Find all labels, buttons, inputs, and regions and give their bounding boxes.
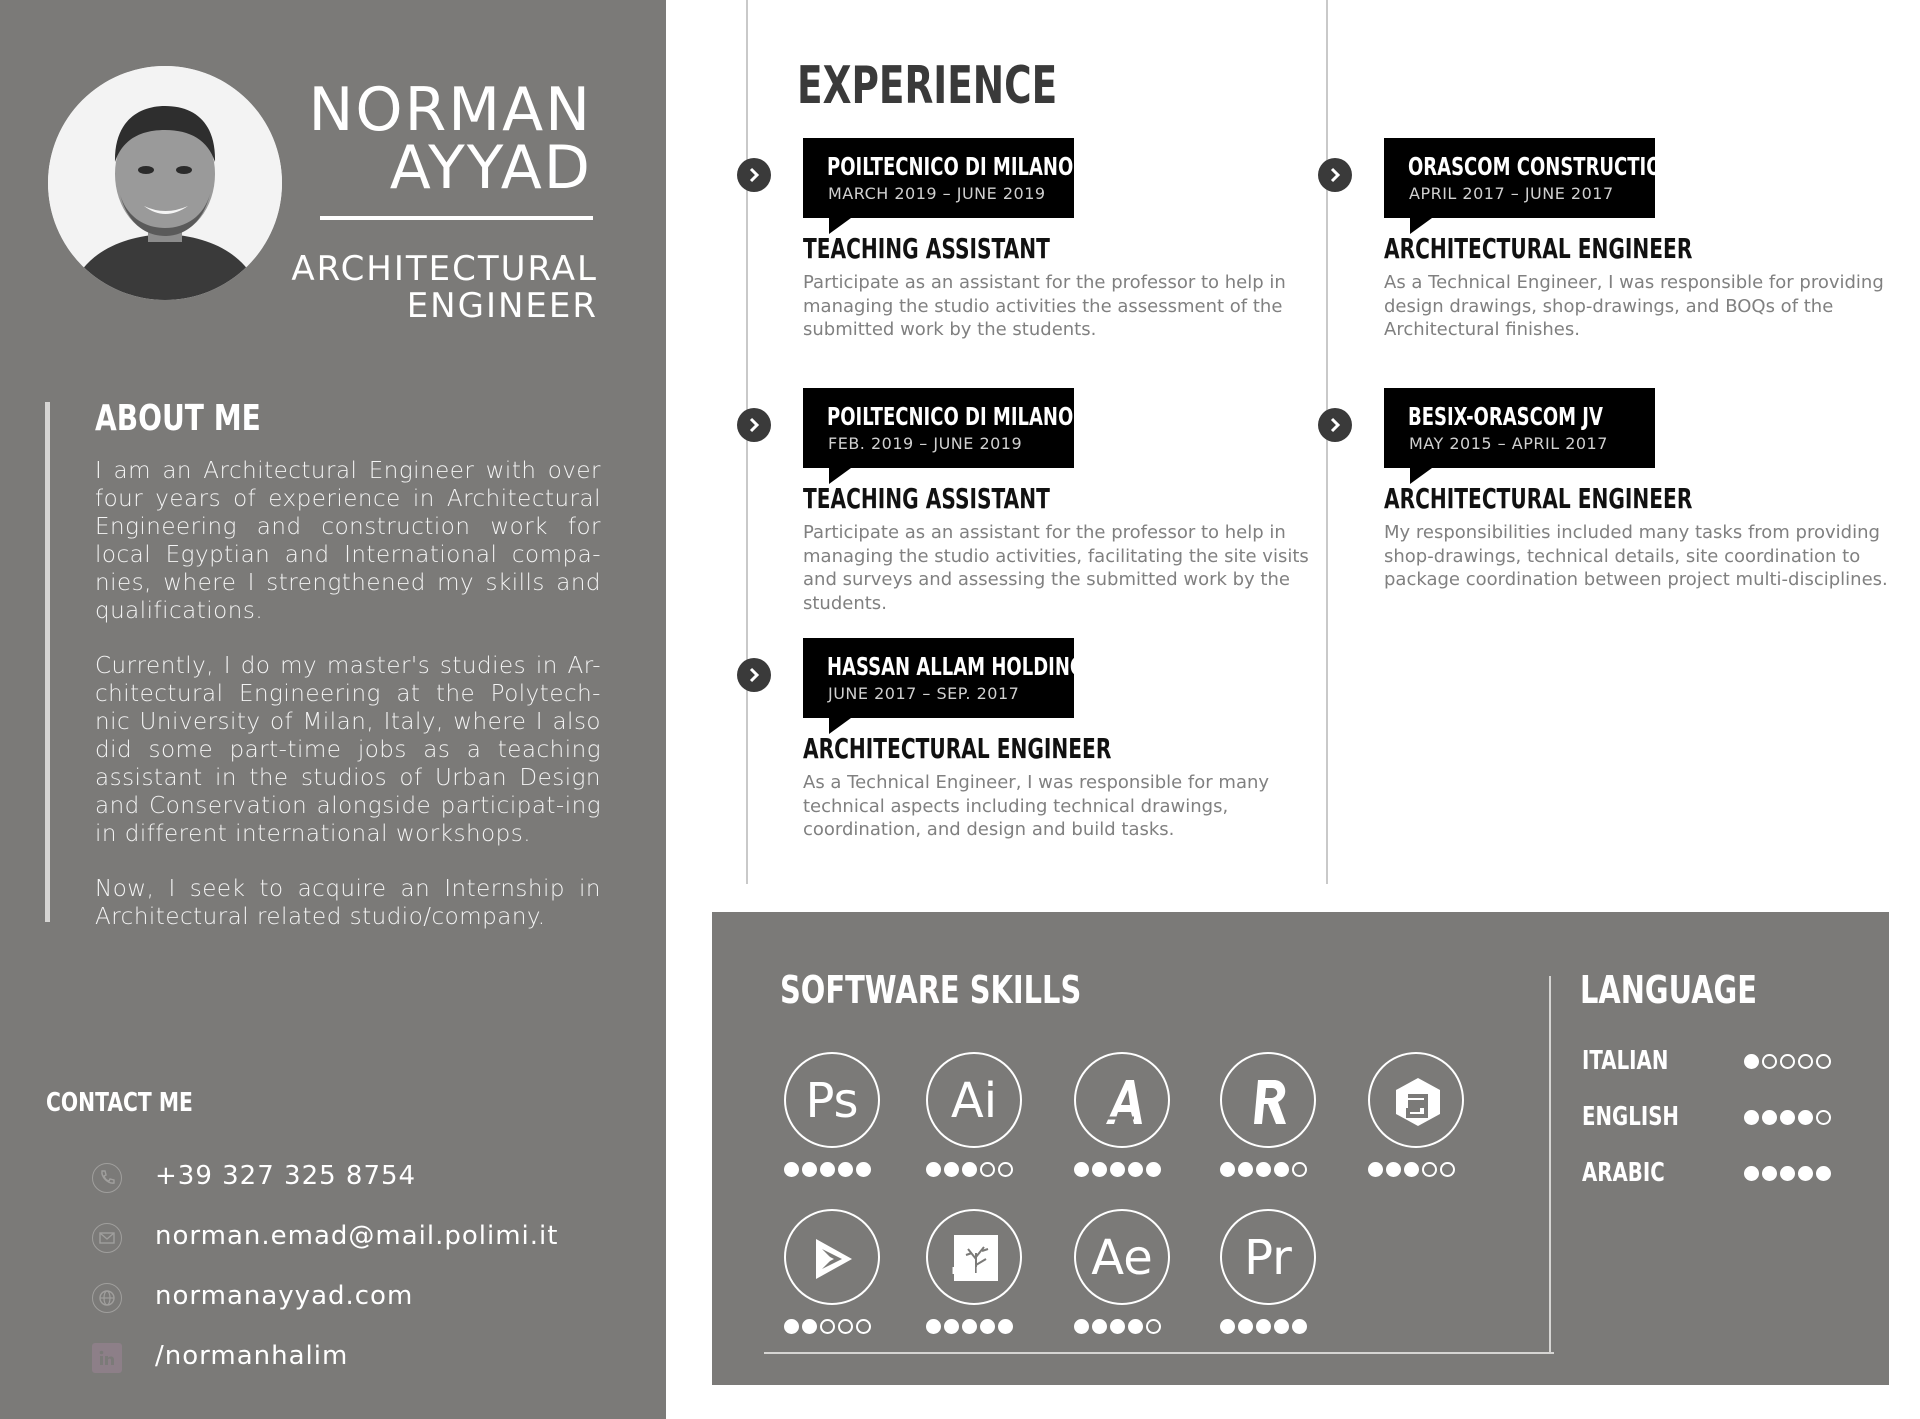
rating-dot-filled xyxy=(962,1162,977,1177)
rating-dot-empty xyxy=(998,1162,1013,1177)
rating-dot-filled xyxy=(1274,1162,1289,1177)
rating-dot-filled xyxy=(1256,1162,1271,1177)
rating-dot-empty xyxy=(1292,1162,1307,1177)
company-tag xyxy=(1384,138,1677,218)
rating-dot-filled xyxy=(980,1319,995,1334)
profile-photo xyxy=(48,66,282,300)
language-rating xyxy=(1744,1110,1831,1125)
rating-dot-filled xyxy=(1110,1319,1125,1334)
role-description: As a Technical Engineer, I was responsible for many technical aspects including technical drawings, coordination, and design and build tasks. xyxy=(803,772,1270,840)
timeline-line-left xyxy=(746,0,748,884)
rating-dot-filled xyxy=(1238,1319,1253,1334)
rating-dot-filled xyxy=(1798,1110,1813,1125)
software-skill xyxy=(784,1052,884,1192)
role-description: Participate as an assistant for the professor to help in managing the studio activities the assessment of the submitted work by the students. xyxy=(803,272,1286,340)
skills-divider-vertical xyxy=(1549,976,1551,1354)
rating-dot-filled xyxy=(1074,1319,1089,1334)
rating-dot-empty xyxy=(1146,1319,1161,1334)
rating-dot-empty xyxy=(856,1319,871,1334)
role-description: My responsibilities included many tasks from providing shop-drawings, technical details, site coordination to package coordination between project multi-disciplines. xyxy=(1384,522,1888,590)
chevron-right-icon xyxy=(737,408,771,442)
rating-dot-filled xyxy=(820,1162,835,1177)
linkedin-link[interactable]: /normanhalim xyxy=(155,1341,349,1371)
rating-dot-filled xyxy=(926,1162,941,1177)
rating-dot-filled xyxy=(1780,1166,1795,1181)
rating-dot-filled xyxy=(1146,1162,1161,1177)
role-title: TEACHING ASSISTANT xyxy=(803,482,1050,515)
rating-dot-filled xyxy=(856,1162,871,1177)
rating-dot-empty xyxy=(820,1319,835,1334)
phone-icon xyxy=(92,1163,122,1193)
rating-dot-filled xyxy=(1074,1162,1089,1177)
employment-dates: JUNE 2017 – SEP. 2017 xyxy=(828,684,1020,703)
last-name: AYYAD xyxy=(389,133,592,203)
website-link[interactable]: normanayyad.com xyxy=(155,1281,414,1311)
rating-dot-filled xyxy=(944,1319,959,1334)
premiere-icon: Pr xyxy=(1220,1209,1316,1305)
skill-rating xyxy=(784,1162,871,1177)
role-description: As a Technical Engineer, I was responsible for providing design drawings, shop-drawings, and BOQs of the Architectural finishes. xyxy=(1384,272,1884,340)
skill-rating xyxy=(1220,1319,1307,1334)
role-title: ARCHITECTURAL ENGINEER xyxy=(1384,482,1693,515)
language-rating xyxy=(1744,1054,1831,1069)
rating-dot-filled xyxy=(1220,1162,1235,1177)
rating-dot-empty xyxy=(1422,1162,1437,1177)
software-skill xyxy=(1220,1052,1320,1192)
rating-dot-filled xyxy=(1128,1162,1143,1177)
rating-dot-filled xyxy=(1092,1319,1107,1334)
about-paragraph: I am an Architectural Engineer with over four years of experience in Architectural Engineering and construction work for local Egyptian and International compa-nies, where I strengthened my skills and qualifications. xyxy=(95,458,601,624)
job-title-line2: ENGINEER xyxy=(406,286,598,326)
role-title: ARCHITECTURAL ENGINEER xyxy=(803,732,1112,765)
language-name: ITALIAN xyxy=(1582,1046,1669,1076)
chevron-right-icon xyxy=(1318,158,1352,192)
rating-dot-filled xyxy=(1404,1162,1419,1177)
rating-dot-filled xyxy=(1274,1319,1289,1334)
first-name: NORMAN xyxy=(308,75,592,145)
language-row xyxy=(1582,1044,1862,1080)
skill-rating xyxy=(784,1319,871,1334)
software-skill xyxy=(1074,1209,1174,1349)
rating-dot-filled xyxy=(1744,1110,1759,1125)
company-name: POILTECNICO DI MILANO xyxy=(827,152,1074,181)
rating-dot-filled xyxy=(1292,1319,1307,1334)
role-title: ARCHITECTURAL ENGINEER xyxy=(1384,232,1693,265)
rating-dot-empty xyxy=(1816,1110,1831,1125)
language-row xyxy=(1582,1100,1862,1136)
company-name: ORASCOM CONSTRUCTION xyxy=(1408,152,1677,181)
rating-dot-filled xyxy=(1816,1166,1831,1181)
rating-dot-filled xyxy=(998,1319,1013,1334)
skill-rating xyxy=(1074,1162,1161,1177)
experience-entry xyxy=(803,362,1323,614)
experience-entry xyxy=(1384,362,1904,602)
skill-rating xyxy=(926,1162,1013,1177)
language-rating xyxy=(1744,1166,1831,1181)
linkedin-icon xyxy=(92,1343,122,1373)
language-name: ARABIC xyxy=(1582,1158,1665,1188)
rating-dot-filled xyxy=(1762,1110,1777,1125)
rating-dot-filled xyxy=(802,1162,817,1177)
company-tag xyxy=(803,388,1074,468)
company-name: POILTECNICO DI MILANO xyxy=(827,402,1074,431)
rating-dot-filled xyxy=(962,1319,977,1334)
rating-dot-filled xyxy=(1220,1319,1235,1334)
company-tag xyxy=(803,638,1085,718)
skill-rating xyxy=(1074,1319,1161,1334)
software-skill xyxy=(1074,1052,1174,1192)
about-paragraph: Currently, I do my master's studies in Ar-chitectural Engineering at the Polytech-nic University of Milan, Italy, where I also did some part-time jobs as a teaching assistant in the studios of Urban Design and Conservation alongside participat-ing in different international workshops. xyxy=(95,653,601,847)
software-skills-heading: SOFTWARE SKILLS xyxy=(780,968,1082,1012)
rating-dot-filled xyxy=(784,1319,799,1334)
email-link[interactable]: norman.emad@mail.polimi.it xyxy=(155,1221,559,1251)
skill-rating xyxy=(1220,1162,1307,1177)
chevron-right-icon xyxy=(737,658,771,692)
rating-dot-filled xyxy=(1256,1319,1271,1334)
rating-dot-empty xyxy=(1440,1162,1455,1177)
experience-entry xyxy=(803,112,1323,352)
company-tag xyxy=(803,138,1074,218)
software-skill xyxy=(784,1209,884,1349)
skill-rating xyxy=(1368,1162,1455,1177)
job-title-line1: ARCHITECTURAL xyxy=(291,249,598,289)
rating-dot-empty xyxy=(1798,1054,1813,1069)
rating-dot-filled xyxy=(926,1319,941,1334)
rating-dot-filled xyxy=(944,1162,959,1177)
company-name: BESIX-ORASCOM JV xyxy=(1408,402,1603,431)
rating-dot-filled xyxy=(1744,1054,1759,1069)
rating-dot-filled xyxy=(1238,1162,1253,1177)
language-heading: LANGUAGE xyxy=(1580,968,1757,1012)
chevron-right-icon xyxy=(737,158,771,192)
sidebar xyxy=(0,0,666,1419)
rating-dot-filled xyxy=(784,1162,799,1177)
rating-dot-empty xyxy=(1816,1054,1831,1069)
autocad-icon xyxy=(1074,1052,1170,1148)
company-name: HASSAN ALLAM HOLDING xyxy=(827,652,1085,681)
rating-dot-filled xyxy=(1368,1162,1383,1177)
rating-dot-filled xyxy=(1762,1166,1777,1181)
software-skill xyxy=(1368,1052,1468,1192)
role-description: Participate as an assistant for the professor to help in managing the studio activities, facilitating the site visits and surveys and assessing the submitted work by the students. xyxy=(803,522,1309,614)
contact-heading: CONTACT ME xyxy=(46,1088,193,1118)
about-heading: ABOUT ME xyxy=(95,398,261,439)
rating-dot-filled xyxy=(1744,1166,1759,1181)
skills-divider-horizontal xyxy=(764,1352,1554,1354)
employment-dates: MAY 2015 – APRIL 2017 xyxy=(1409,434,1608,453)
avatar-portrait-icon xyxy=(48,66,282,300)
software-skill xyxy=(1220,1209,1320,1349)
software-skill xyxy=(926,1052,1026,1192)
timeline-line-right xyxy=(1326,0,1328,884)
lumion-icon: LUMION xyxy=(926,1209,1022,1305)
3dsmax-icon xyxy=(784,1209,880,1305)
revit-icon xyxy=(1220,1052,1316,1148)
rating-dot-filled xyxy=(802,1319,817,1334)
experience-heading: EXPERIENCE xyxy=(797,56,1058,116)
email-icon xyxy=(92,1223,122,1253)
after-effects-icon: Ae xyxy=(1074,1209,1170,1305)
employment-dates: FEB. 2019 – JUNE 2019 xyxy=(828,434,1023,453)
employment-dates: MARCH 2019 – JUNE 2019 xyxy=(828,184,1046,203)
language-row xyxy=(1582,1156,1862,1192)
rating-dot-filled xyxy=(1780,1110,1795,1125)
language-name: ENGLISH xyxy=(1582,1102,1679,1132)
name-divider xyxy=(320,216,593,220)
illustrator-icon: Ai xyxy=(926,1052,1022,1148)
company-tag xyxy=(1384,388,1655,468)
sketchup-icon xyxy=(1368,1052,1464,1148)
skills-panel xyxy=(712,912,1889,1385)
rating-dot-filled xyxy=(1092,1162,1107,1177)
photoshop-icon: Ps xyxy=(784,1052,880,1148)
about-accent-bar xyxy=(45,402,50,922)
rating-dot-filled xyxy=(1128,1319,1143,1334)
rating-dot-empty xyxy=(1780,1054,1795,1069)
globe-icon xyxy=(92,1283,122,1313)
experience-entry xyxy=(803,612,1323,852)
role-title: TEACHING ASSISTANT xyxy=(803,232,1050,265)
skill-rating xyxy=(926,1319,1013,1334)
rating-dot-filled xyxy=(1798,1166,1813,1181)
rating-dot-empty xyxy=(980,1162,995,1177)
rating-dot-empty xyxy=(838,1319,853,1334)
about-paragraph: Now, I seek to acquire an Internship in Architectural related studio/company. xyxy=(95,876,601,930)
phone-number: +39 327 325 8754 xyxy=(155,1161,417,1191)
rating-dot-empty xyxy=(1762,1054,1777,1069)
rating-dot-filled xyxy=(838,1162,853,1177)
rating-dot-filled xyxy=(1386,1162,1401,1177)
employment-dates: APRIL 2017 – JUNE 2017 xyxy=(1409,184,1614,203)
chevron-right-icon xyxy=(1318,408,1352,442)
experience-entry xyxy=(1384,112,1904,352)
rating-dot-filled xyxy=(1110,1162,1125,1177)
software-skill xyxy=(926,1209,1026,1349)
